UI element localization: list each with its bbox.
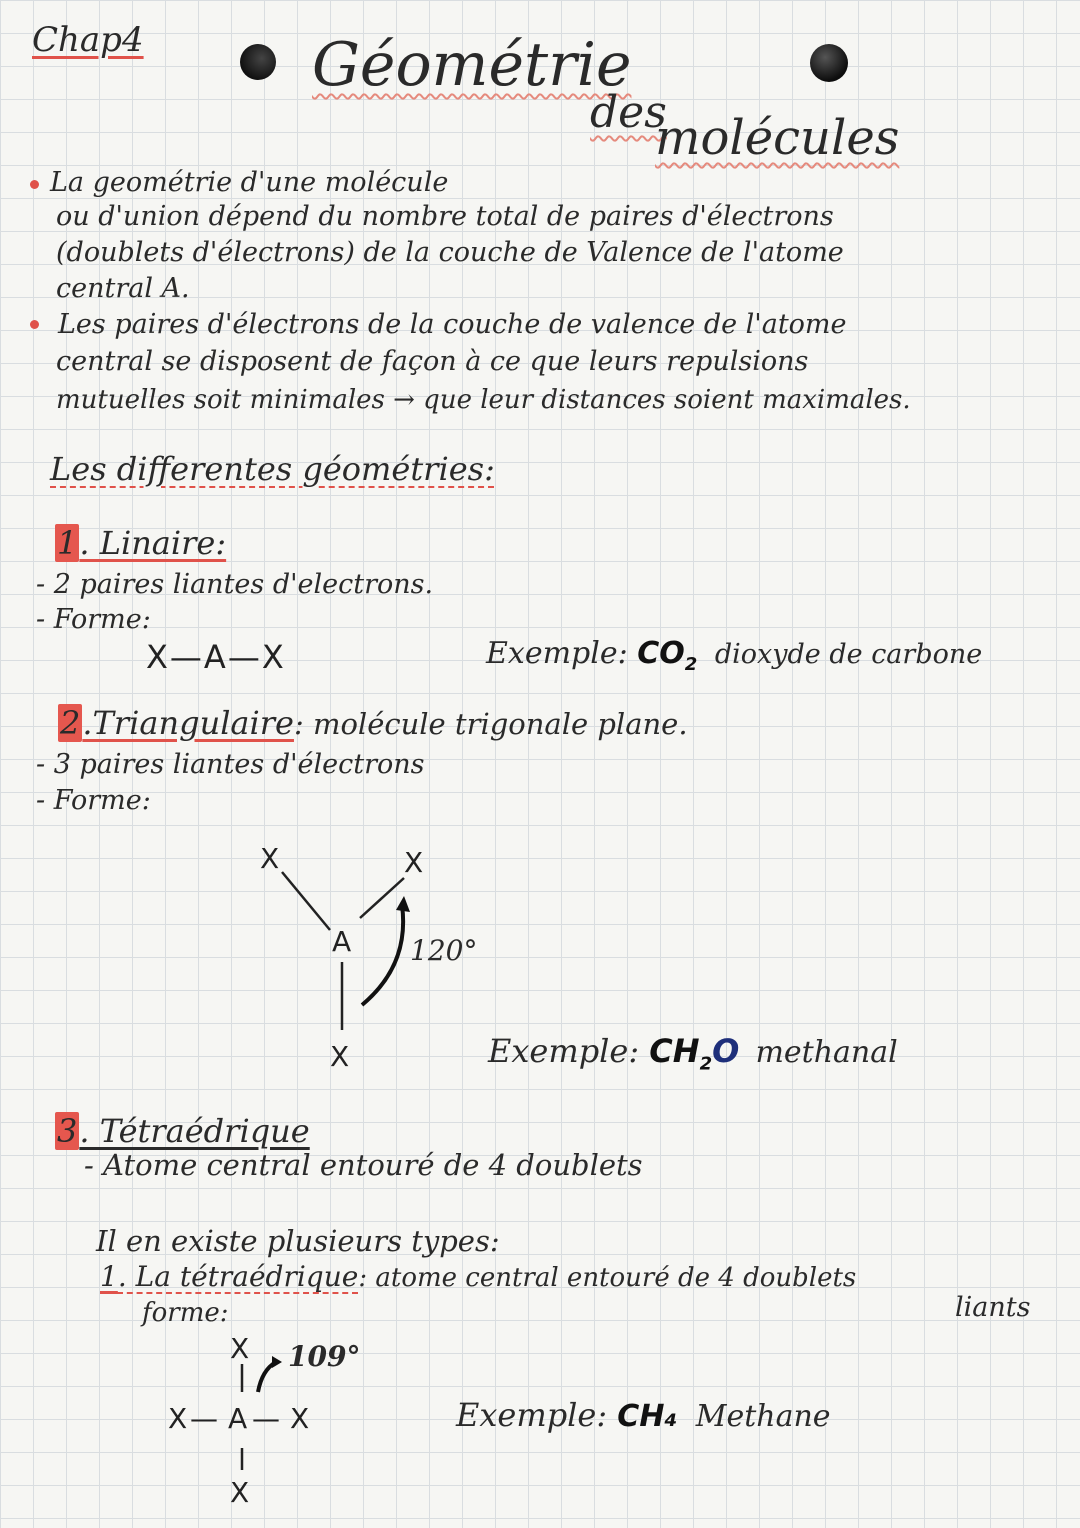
example-formula: CH₄ xyxy=(617,1399,678,1434)
linear-line2: - Forme: xyxy=(36,604,151,635)
tetrahedral-bond-right: — xyxy=(252,1402,280,1435)
page-title-molecules: molécules xyxy=(655,110,900,166)
example-name: dioxyde de carbone xyxy=(714,639,983,670)
page-title: Géométrie xyxy=(312,30,632,100)
example-formula: CO xyxy=(637,636,685,671)
tetrahedral-line1: - Atome central entouré de 4 doublets xyxy=(84,1148,643,1182)
trigonal-angle: 120° xyxy=(410,934,478,967)
intro-bullet1-line3: (doublets d'électrons) de la couche de Valence de l'atome xyxy=(56,237,844,268)
trigonal-atom-x-left: X xyxy=(260,842,280,875)
tetrahedral-atom-x-left: X xyxy=(168,1402,188,1435)
intro-bullet2-line2: central se disposent de façon à ce que leurs repulsions xyxy=(56,346,809,377)
tetrahedral-bond-left: — xyxy=(190,1402,218,1435)
section-title-rest: : molécule trigonale plane. xyxy=(293,707,688,741)
tetrahedral-type1-desc2: liants xyxy=(955,1292,1031,1323)
section-title: .Triangulaire xyxy=(82,704,294,742)
tetrahedral-atom-x-top: X xyxy=(230,1332,250,1365)
intro-bullet1-line2: ou d'union dépend du nombre total de paires d'électrons xyxy=(56,201,834,232)
intro-bullet2-line3: mutuelles soit minimales → que leur distances soient maximales. xyxy=(56,385,911,415)
intro-bullet2-line1: Les paires d'électrons de la couche de valence de l'atome xyxy=(58,309,847,340)
section-number: 3 xyxy=(57,1112,78,1150)
chapter-label: Chap4 xyxy=(32,20,144,60)
example-formula-o: O xyxy=(712,1032,740,1070)
trigonal-atom-center: A xyxy=(332,925,352,958)
example-subscript: 2 xyxy=(684,654,698,675)
geometries-heading: Les differentes géométries: xyxy=(50,450,495,488)
intro-bullet1-line1: La geométrie d'une molécule xyxy=(50,167,449,198)
section-number: 2 xyxy=(60,704,81,742)
page-title-des: des xyxy=(590,87,667,138)
linear-line1: - 2 paires liantes d'electrons. xyxy=(36,569,434,600)
linear-structure: X—A—X xyxy=(146,638,286,676)
tetrahedral-atom-center: A xyxy=(228,1402,248,1435)
trigonal-line1: - 3 paires liantes d'électrons xyxy=(36,749,425,780)
tetrahedral-type1-form: forme: xyxy=(142,1298,229,1328)
type-description: : atome central entouré de 4 doublets xyxy=(358,1263,857,1293)
trigonal-atom-x-bottom: X xyxy=(330,1040,350,1073)
example-name: Methane xyxy=(695,1399,831,1434)
example-label: Exemple: xyxy=(488,1032,640,1070)
tetrahedral-atom-x-right: X xyxy=(290,1402,310,1435)
section-number: 1 xyxy=(57,524,78,562)
trigonal-atom-x-right: X xyxy=(404,846,424,879)
section-title: . Tétraédrique xyxy=(79,1112,310,1150)
section-title: . Linaire: xyxy=(79,524,227,562)
tetrahedral-angle: 109° xyxy=(288,1340,361,1373)
tetrahedral-example xyxy=(456,1396,831,1434)
tetrahedral-types-intro: Il en existe plusieurs types: xyxy=(96,1224,500,1258)
example-label: Exemple: xyxy=(486,636,628,671)
intro-bullet1-line4: central A. xyxy=(56,273,190,304)
example-subscript: 2 xyxy=(699,1053,713,1075)
type-title: . La tétraédrique xyxy=(117,1260,359,1293)
example-label: Exemple: xyxy=(456,1396,608,1434)
type-number: 1 xyxy=(100,1260,118,1293)
trigonal-line2: - Forme: xyxy=(36,785,151,816)
tetrahedral-atom-x-bottom: X xyxy=(230,1476,250,1509)
example-name: methanal xyxy=(755,1035,898,1070)
example-formula: CH xyxy=(649,1032,700,1070)
